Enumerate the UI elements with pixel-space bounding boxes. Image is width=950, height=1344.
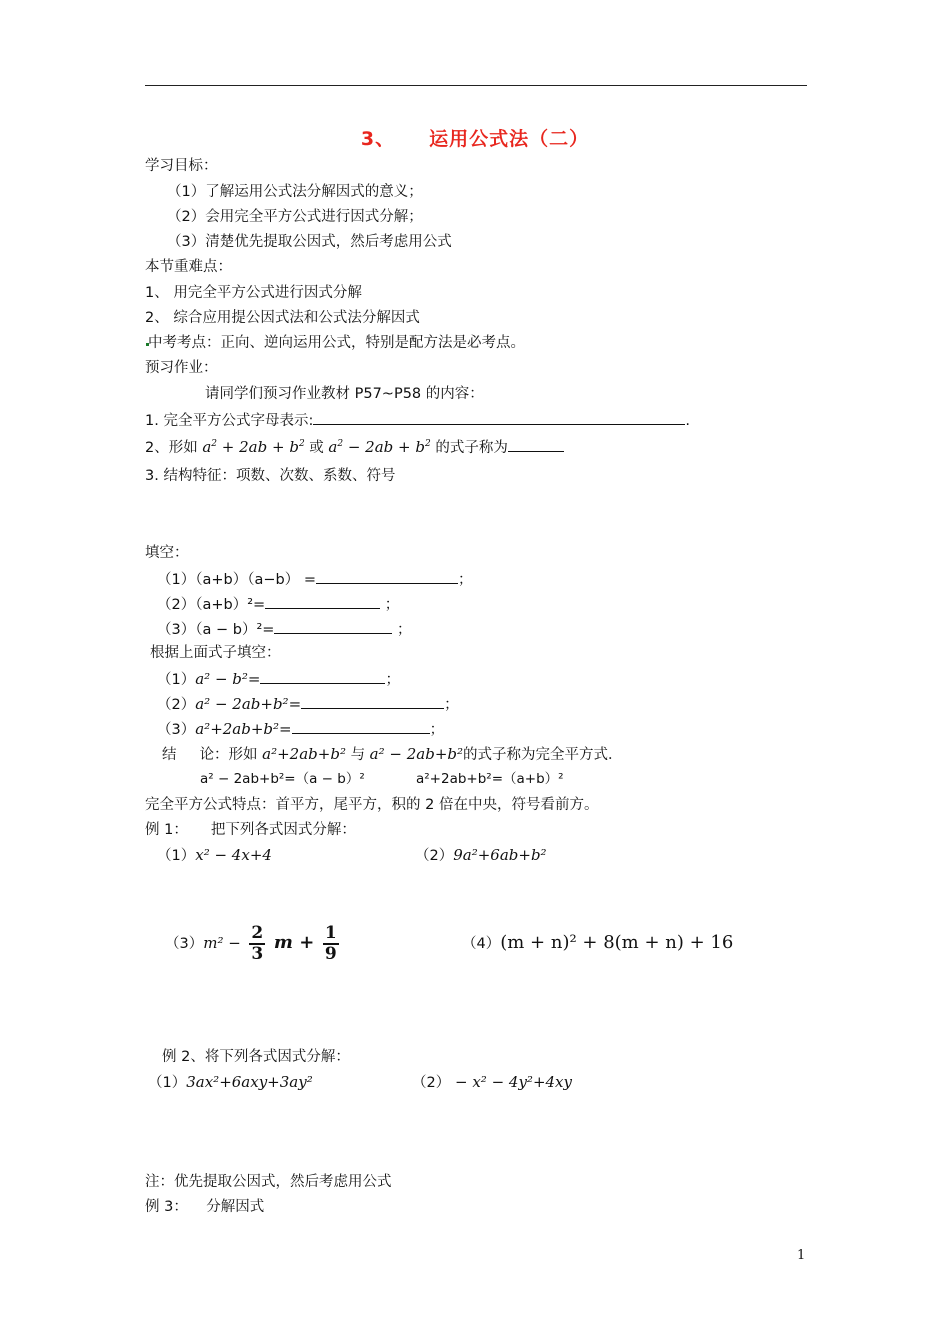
title-number: 3、	[360, 128, 396, 150]
q2-prefix: 2、形如	[145, 440, 198, 456]
fill-sub-item	[157, 669, 400, 689]
fill-item-end: ；	[380, 597, 400, 613]
fraction	[249, 924, 265, 964]
example2-heading: 例 2、将下列各式因式分解：	[162, 1049, 350, 1065]
exam-point: 中考考点：正向、逆向运用公式，特别是配方法是必考点。	[148, 335, 525, 351]
fill-sub-expr: a² − b²=	[195, 670, 261, 688]
example-label: （2）	[412, 1075, 451, 1091]
conclusion-expr1: a²+2ab+b²	[262, 745, 346, 763]
fraction	[323, 924, 339, 964]
example-expr: 9a²+6ab+b²	[453, 846, 547, 864]
example-expr: (m + n)² + 8(m + n) + 16	[500, 932, 734, 953]
objective-item: （2）会用完全平方公式进行因式分解；	[167, 209, 423, 225]
fraction-denominator: 9	[324, 944, 337, 964]
example2-item	[412, 1073, 572, 1092]
conclusion-text: 形如	[228, 747, 258, 763]
fraction-denominator: 3	[251, 944, 264, 964]
conclusion-label: 结 论：	[162, 747, 229, 763]
q2-expr2: $a^2 - 2ab + b^2$	[328, 438, 431, 456]
q1-blank[interactable]	[313, 410, 685, 425]
fill-item-expr: （a − b）²=	[195, 622, 275, 638]
fill-sub-end: ；	[385, 672, 400, 688]
fill-item-expr: （a+b）²=	[195, 597, 266, 613]
fill-item-end: ；	[392, 622, 412, 638]
fill-blank[interactable]	[274, 619, 392, 634]
fill-item-label: （1）	[157, 572, 196, 588]
fraction-numerator: 2	[251, 923, 264, 943]
fill-sub-expr: a²+2ab+b²=	[195, 720, 292, 738]
key-point-item: 1、 用完全平方公式进行因式分解	[145, 285, 362, 301]
fill-item-label: （3）	[157, 622, 196, 638]
features-text: 完全平方公式特点：首平方，尾平方，积的 2 倍在中央，符号看前方。	[145, 797, 599, 813]
page-number: 1	[797, 1248, 806, 1263]
fill-sub-expr: a² − 2ab+b²=	[195, 695, 302, 713]
example3-heading: 例 3： 分解因式	[145, 1199, 265, 1215]
q2-expr1: $a^2 + 2ab + b^2$	[202, 438, 305, 456]
conclusion-text: 的式子称为完全平方式．	[463, 747, 623, 763]
formula-plus: a²+2ab+b²=（a+b）²	[416, 771, 564, 787]
example-expr: m +	[273, 932, 315, 953]
example-label: （4）	[462, 936, 501, 952]
fill-sub-label: （2）	[157, 697, 196, 713]
fill-sub-label: （1）	[157, 672, 196, 688]
conclusion-text: 与	[350, 747, 366, 763]
example-label: （1）	[148, 1075, 187, 1091]
objective-item: （1）了解运用公式法分解因式的意义；	[167, 184, 423, 200]
fill-sub-heading: 根据上面式子填空：	[150, 645, 281, 661]
q1-label: 1. 完全平方公式字母表示:	[145, 413, 314, 429]
fill-blank[interactable]	[316, 569, 458, 584]
example1-item	[415, 846, 547, 865]
preview-intro: 请同学们预习作业教材 P57~P58 的内容：	[205, 386, 484, 402]
example-label: （1）	[157, 848, 196, 864]
example1-heading: 例 1： 把下列各式因式分解：	[145, 822, 356, 838]
q2-or: 或	[309, 440, 324, 456]
q2-blank[interactable]	[508, 437, 564, 452]
fill-item-expr: （a+b）（a−b） =	[195, 572, 316, 588]
example1-item	[165, 922, 343, 965]
example1-item	[157, 846, 272, 865]
example-label: （3）	[165, 936, 204, 952]
fill-sub-end: ；	[444, 697, 459, 713]
preview-q3: 3. 结构特征：项数、次数、系数、符号	[145, 468, 396, 484]
conclusion-expr2: a² − 2ab+b²	[369, 745, 464, 763]
title-text: 运用公式法（二）	[429, 128, 590, 150]
fill-sub-item	[157, 694, 459, 714]
fill-item	[157, 619, 412, 639]
fill-blank[interactable]	[265, 594, 380, 609]
fill-sub-blank[interactable]	[301, 694, 444, 709]
key-point-item: 2、 综合应用提公因式法和公式法分解因式	[145, 310, 420, 326]
fill-item	[157, 594, 399, 614]
fill-item	[157, 569, 472, 589]
page-title	[0, 124, 950, 151]
header-rule	[145, 85, 807, 86]
fill-sub-label: （3）	[157, 722, 196, 738]
preview-q2	[145, 437, 564, 457]
conclusion-line	[162, 745, 623, 764]
key-points-heading: 本节重难点：	[145, 259, 232, 275]
note-text: 注：优先提取公因式，然后考虑用公式	[145, 1174, 392, 1190]
example-expr: 3ax²+6axy+3ay²	[186, 1073, 313, 1091]
formula-minus: a² − 2ab+b²=（a − b）²	[200, 771, 365, 787]
fill-sub-blank[interactable]	[260, 669, 385, 684]
fill-sub-blank[interactable]	[292, 719, 430, 734]
fill-sub-end: ；	[429, 722, 445, 738]
q2-suffix: 的式子称为	[435, 440, 508, 456]
example-expr: m² −	[203, 934, 241, 952]
objective-item: （3）清楚优先提取公因式，然后考虑用公式	[167, 234, 452, 250]
q1-end: .	[685, 413, 690, 429]
example1-item	[462, 932, 733, 955]
example2-item	[148, 1073, 313, 1092]
example-expr: − x² − 4y²+4xy	[450, 1073, 572, 1091]
fill-item-label: （2）	[157, 597, 196, 613]
fill-heading: 填空：	[145, 545, 189, 561]
objectives-heading: 学习目标：	[145, 158, 218, 174]
fill-item-end: ；	[457, 572, 473, 588]
fraction-numerator: 1	[324, 923, 337, 943]
fill-sub-item	[157, 719, 444, 739]
example-expr: x² − 4x+4	[195, 846, 272, 864]
preview-heading: 预习作业：	[145, 360, 218, 376]
example-label: （2）	[415, 848, 454, 864]
preview-q1	[145, 410, 690, 430]
